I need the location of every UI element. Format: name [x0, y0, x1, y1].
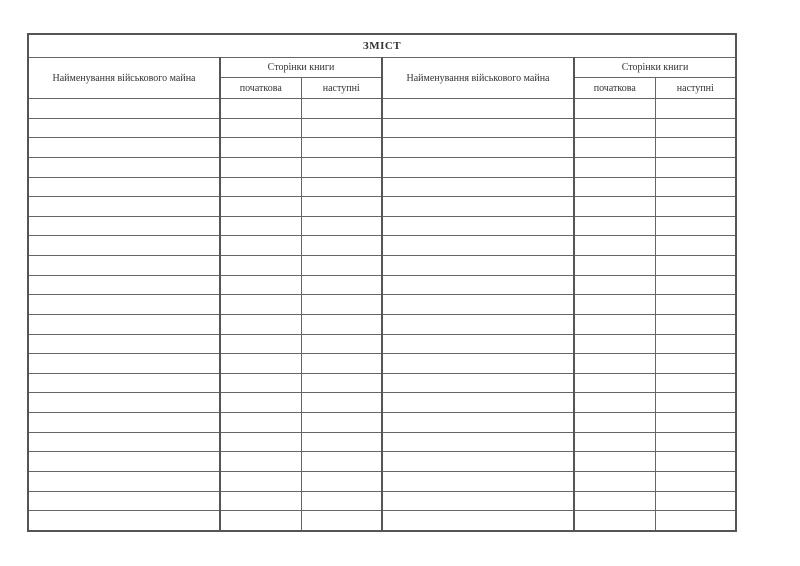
start-cell-right [574, 118, 655, 138]
next-cell-right [655, 393, 736, 413]
name-cell-left [28, 511, 220, 531]
next-cell-left [301, 373, 382, 393]
next-cell-left [301, 491, 382, 511]
table-row [28, 334, 736, 354]
table-row [28, 138, 736, 158]
next-cell-left [301, 471, 382, 491]
start-cell-left [220, 432, 301, 452]
table-row [28, 99, 736, 119]
start-cell-left [220, 236, 301, 256]
start-cell-right [574, 314, 655, 334]
name-cell-right [382, 452, 574, 472]
next-cell-left [301, 432, 382, 452]
header-pages-right: Сторінки книги [574, 58, 736, 78]
next-cell-right [655, 256, 736, 276]
start-cell-left [220, 373, 301, 393]
next-cell-left [301, 295, 382, 315]
start-cell-left [220, 256, 301, 276]
start-cell-left [220, 216, 301, 236]
header-name-right: Найменування військового майна [382, 58, 574, 99]
start-cell-left [220, 413, 301, 433]
name-cell-right [382, 334, 574, 354]
table-row [28, 354, 736, 374]
start-cell-right [574, 452, 655, 472]
start-cell-left [220, 314, 301, 334]
next-cell-left [301, 197, 382, 217]
name-cell-right [382, 275, 574, 295]
next-cell-right [655, 138, 736, 158]
next-cell-right [655, 177, 736, 197]
name-cell-right [382, 511, 574, 531]
start-cell-right [574, 138, 655, 158]
table-row [28, 452, 736, 472]
name-cell-left [28, 393, 220, 413]
header-start-right: початкова [574, 78, 655, 99]
next-cell-right [655, 216, 736, 236]
next-cell-right [655, 511, 736, 531]
start-cell-left [220, 354, 301, 374]
table-row [28, 216, 736, 236]
table-row [28, 256, 736, 276]
table-row [28, 471, 736, 491]
next-cell-right [655, 197, 736, 217]
next-cell-right [655, 99, 736, 119]
header-next-right: наступні [655, 78, 736, 99]
next-cell-right [655, 373, 736, 393]
toc-sheet [27, 33, 735, 532]
start-cell-left [220, 452, 301, 472]
next-cell-right [655, 314, 736, 334]
next-cell-right [655, 275, 736, 295]
start-cell-left [220, 471, 301, 491]
next-cell-right [655, 413, 736, 433]
name-cell-left [28, 177, 220, 197]
start-cell-left [220, 138, 301, 158]
start-cell-right [574, 432, 655, 452]
next-cell-right [655, 452, 736, 472]
start-cell-right [574, 413, 655, 433]
table-row [28, 177, 736, 197]
next-cell-left [301, 177, 382, 197]
table-row [28, 413, 736, 433]
name-cell-left [28, 118, 220, 138]
start-cell-right [574, 491, 655, 511]
name-cell-left [28, 314, 220, 334]
next-cell-left [301, 334, 382, 354]
next-cell-left [301, 393, 382, 413]
name-cell-right [382, 471, 574, 491]
start-cell-right [574, 236, 655, 256]
name-cell-left [28, 452, 220, 472]
name-cell-left [28, 432, 220, 452]
name-cell-right [382, 295, 574, 315]
header-next-left: наступні [301, 78, 382, 99]
start-cell-right [574, 471, 655, 491]
name-cell-left [28, 157, 220, 177]
next-cell-left [301, 99, 382, 119]
name-cell-left [28, 373, 220, 393]
name-cell-right [382, 118, 574, 138]
name-cell-right [382, 157, 574, 177]
next-cell-left [301, 138, 382, 158]
name-cell-right [382, 432, 574, 452]
next-cell-left [301, 354, 382, 374]
start-cell-left [220, 157, 301, 177]
name-cell-left [28, 275, 220, 295]
start-cell-right [574, 354, 655, 374]
name-cell-right [382, 314, 574, 334]
table-row [28, 314, 736, 334]
next-cell-left [301, 256, 382, 276]
header-start-left: початкова [220, 78, 301, 99]
start-cell-left [220, 295, 301, 315]
start-cell-right [574, 99, 655, 119]
table-row [28, 432, 736, 452]
name-cell-left [28, 99, 220, 119]
start-cell-left [220, 118, 301, 138]
contents-table [27, 33, 737, 532]
header-name-left: Найменування військового майна [28, 58, 220, 99]
name-cell-right [382, 256, 574, 276]
next-cell-right [655, 491, 736, 511]
name-cell-right [382, 491, 574, 511]
name-cell-right [382, 197, 574, 217]
next-cell-left [301, 413, 382, 433]
next-cell-left [301, 118, 382, 138]
next-cell-right [655, 432, 736, 452]
name-cell-right [382, 216, 574, 236]
next-cell-left [301, 314, 382, 334]
name-cell-right [382, 373, 574, 393]
header-pages-left: Сторінки книги [220, 58, 382, 78]
start-cell-left [220, 275, 301, 295]
name-cell-right [382, 138, 574, 158]
name-cell-right [382, 99, 574, 119]
table-row [28, 491, 736, 511]
next-cell-right [655, 236, 736, 256]
next-cell-left [301, 216, 382, 236]
start-cell-right [574, 197, 655, 217]
table-body [28, 99, 736, 532]
start-cell-right [574, 216, 655, 236]
start-cell-right [574, 157, 655, 177]
next-cell-right [655, 354, 736, 374]
name-cell-left [28, 413, 220, 433]
table-row [28, 157, 736, 177]
table-row [28, 295, 736, 315]
start-cell-left [220, 99, 301, 119]
table-row [28, 236, 736, 256]
table-row [28, 373, 736, 393]
table-row [28, 275, 736, 295]
next-cell-left [301, 236, 382, 256]
start-cell-right [574, 334, 655, 354]
next-cell-right [655, 118, 736, 138]
name-cell-left [28, 216, 220, 236]
start-cell-right [574, 275, 655, 295]
start-cell-left [220, 197, 301, 217]
start-cell-right [574, 295, 655, 315]
start-cell-left [220, 393, 301, 413]
next-cell-right [655, 157, 736, 177]
table-row [28, 118, 736, 138]
table-row [28, 511, 736, 531]
name-cell-left [28, 334, 220, 354]
start-cell-right [574, 393, 655, 413]
start-cell-right [574, 177, 655, 197]
next-cell-right [655, 295, 736, 315]
name-cell-left [28, 138, 220, 158]
next-cell-left [301, 511, 382, 531]
next-cell-left [301, 275, 382, 295]
start-cell-right [574, 256, 655, 276]
name-cell-left [28, 354, 220, 374]
name-cell-left [28, 197, 220, 217]
name-cell-right [382, 413, 574, 433]
name-cell-left [28, 236, 220, 256]
table-row [28, 393, 736, 413]
next-cell-left [301, 157, 382, 177]
name-cell-left [28, 471, 220, 491]
next-cell-right [655, 471, 736, 491]
name-cell-right [382, 354, 574, 374]
start-cell-left [220, 511, 301, 531]
name-cell-left [28, 295, 220, 315]
name-cell-right [382, 236, 574, 256]
name-cell-left [28, 491, 220, 511]
table-row [28, 197, 736, 217]
start-cell-left [220, 491, 301, 511]
start-cell-left [220, 334, 301, 354]
document-title: ЗМІСТ [28, 34, 736, 58]
start-cell-right [574, 511, 655, 531]
name-cell-right [382, 393, 574, 413]
next-cell-left [301, 452, 382, 472]
next-cell-right [655, 334, 736, 354]
name-cell-right [382, 177, 574, 197]
name-cell-left [28, 256, 220, 276]
start-cell-right [574, 373, 655, 393]
start-cell-left [220, 177, 301, 197]
